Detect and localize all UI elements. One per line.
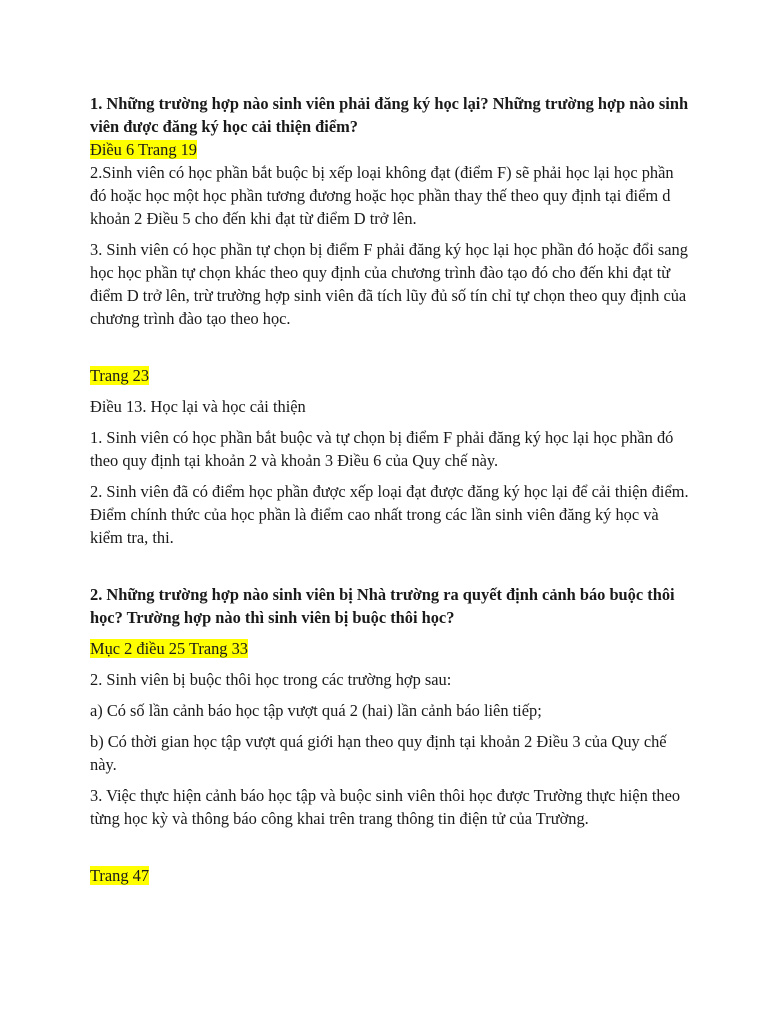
paragraph-25-3: 3. Việc thực hiện cảnh báo học tập và buộc sinh viên thôi học được Trường thực hiện theo từng học kỳ và thông báo công khai trên trang thông tin điện tử của Trường. xyxy=(90,786,681,828)
paragraph-25-2: 2. Sinh viên bị buộc thôi học trong các trường hợp sau: xyxy=(90,670,452,689)
heading-dieu-13: Điều 13. Học lại và học cải thiện xyxy=(90,397,306,416)
paragraph-25-2b: b) Có thời gian học tập vượt quá giới hạn theo quy định tại khoản 2 Điều 3 của Quy chế này. xyxy=(90,732,667,774)
reference-trang-23: Trang 23 xyxy=(90,366,150,385)
paragraph-13-1: 1. Sinh viên có học phần bắt buộc và tự chọn bị điểm F phải đăng ký học lại học phần đó theo quy định tại khoản 2 và khoản 3 Điều 6 của Quy chế này. xyxy=(90,428,674,470)
reference-dieu-25: Mục 2 điều 25 Trang 33 xyxy=(90,639,248,658)
question-1: 1. Những trường hợp nào sinh viên phải đăng ký học lại? Những trường hợp nào sinh viên được đăng ký học cải thiện điểm? xyxy=(90,94,689,136)
paragraph-1-3: 3. Sinh viên có học phần tự chọn bị điểm F phải đăng ký học lại học phần đó hoặc đổi sang học học phần tự chọn khác theo quy định của chương trình đào tạo đó cho đến khi đạt từ điểm D trở lên, trừ trường hợp sinh viên đã tích lũy đủ số tín chỉ tự chọn theo quy định của chương trình đào tạo theo học. xyxy=(90,240,688,328)
document-page xyxy=(90,92,690,887)
question-2: 2. Những trường hợp nào sinh viên bị Nhà trường ra quyết định cảnh báo buộc thôi học? Trường hợp nào thì sinh viên bị buộc thôi học? xyxy=(90,585,675,627)
reference-trang-47: Trang 47 xyxy=(90,866,150,885)
paragraph-13-2: 2. Sinh viên đã có điểm học phần được xếp loại đạt được đăng ký học lại để cải thiện điểm. Điểm chính thức của học phần là điểm cao nhất trong các lần sinh viên đăng ký học và kiểm tra, thi. xyxy=(90,482,689,547)
paragraph-25-2a: a) Có số lần cảnh báo học tập vượt quá 2 (hai) lần cảnh báo liên tiếp; xyxy=(90,701,542,720)
paragraph-1-2: 2.Sinh viên có học phần bắt buộc bị xếp loại không đạt (điểm F) sẽ phải học lại học phần đó hoặc học một học phần tương đương hoặc học phần thay thế theo quy định tại điểm d khoản 2 Điều 5 cho đến khi đạt từ điểm D trở lên. xyxy=(90,163,674,228)
reference-dieu-6: Điều 6 Trang 19 xyxy=(90,140,198,159)
